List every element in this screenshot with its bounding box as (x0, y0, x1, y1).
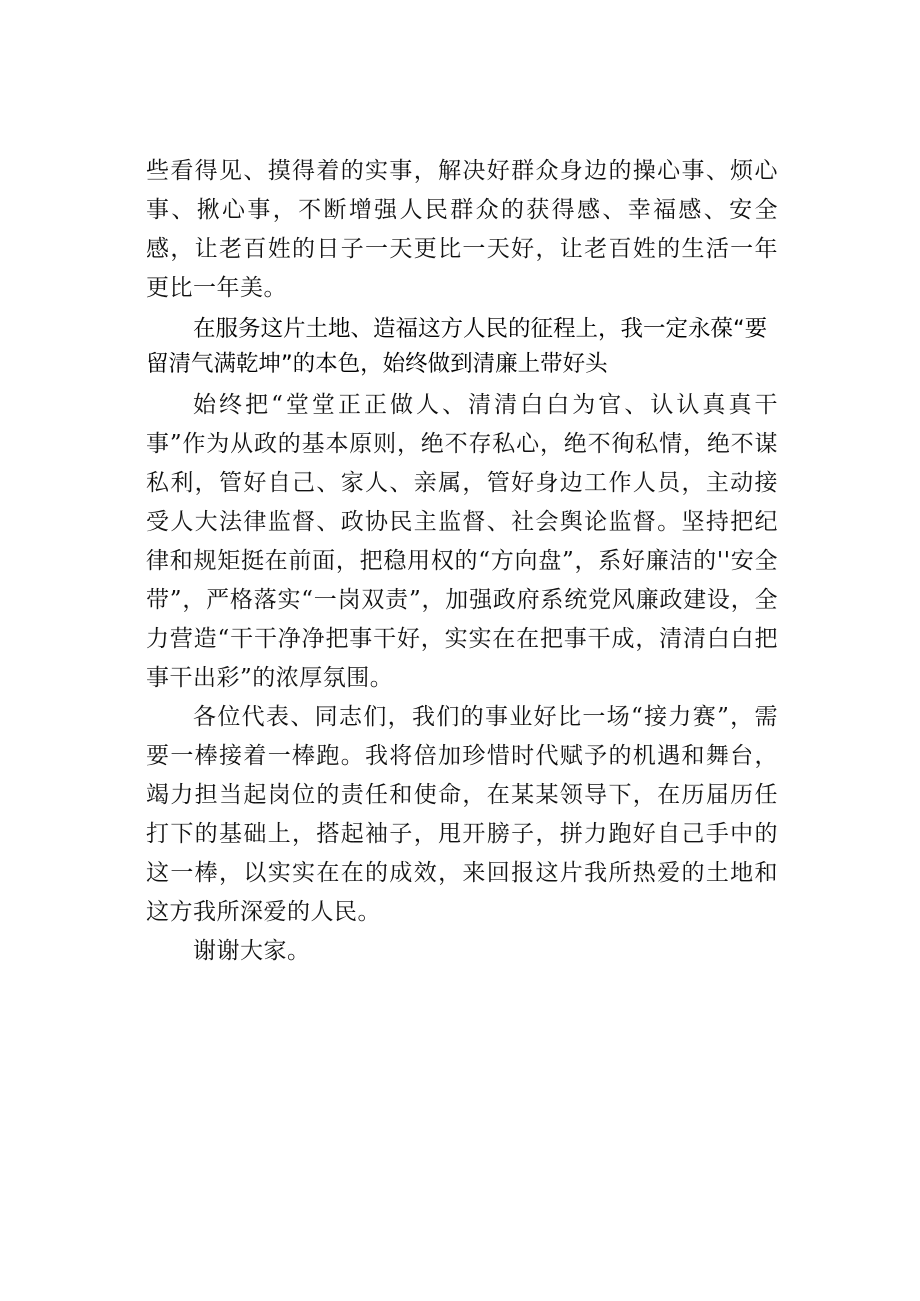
document-body (146, 152, 778, 971)
paragraph-integrity: 始终把“堂堂正正做人、清清白白为官、认认真真干事”作为从政的基本原则，绝不存私心，绝不徇私情，绝不谋私利，管好自己、家人、亲属，管好身边工作人员，主动接受人大法律监督、政协民主监督、社会舆论监督。坚持把纪律和规矩挺在前面，把稳用权的“方向盘”，系好廉洁的''安全带”，严格落实“一岗双责”，加强政府系统党风廉政建设，全力营造“干干净净把事干好，实实在在把事干成，清清白白把事干出彩”的浓厚氛围。 (146, 392, 778, 691)
closing-thanks: 谢谢大家。 (193, 938, 311, 964)
section-heading: 在服务这片土地、造福这方人民的征程上，我一定永葆“要留清气满乾坤”的本色，始终做到清廉上带好头 (146, 316, 768, 377)
paragraph-continuation: 些看得见、摸得着的实事，解决好群众身边的操心事、烦心事、揪心事，不断增强人民群众的获得感、幸福感、安全感，让老百姓的日子一天更比一天好，让老百姓的生活一年更比一年美。 (146, 158, 778, 301)
paragraph-relay: 各位代表、同志们，我们的事业好比一场“接力赛”，需要一棒接着一棒跑。我将倍加珍惜时代赋予的机遇和舞台，竭力担当起岗位的责任和使命，在某某领导下，在历届历任打下的基础上，搭起袖子，甩开膀子，拼力跑好自己手中的这一棒，以实实在在的成效，来回报这片我所热爱的土地和这方我所深爱的人民。 (146, 704, 778, 925)
